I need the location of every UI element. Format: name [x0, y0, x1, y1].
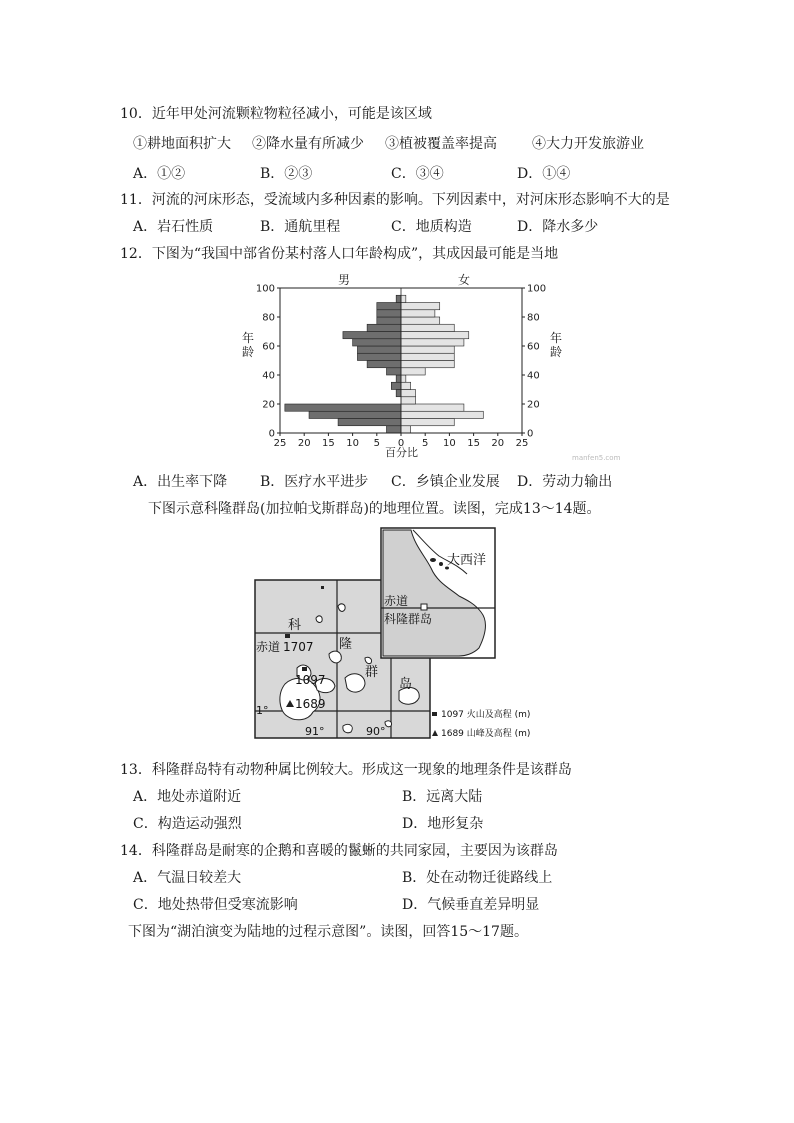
- caribbean-island-1: [430, 558, 436, 562]
- small-island-4: [343, 724, 352, 732]
- q13-option-a[interactable]: A．地处赤道附近: [133, 789, 242, 805]
- x-tick-label-left: 10: [346, 438, 359, 449]
- y-tick-label-right: 60: [527, 341, 540, 353]
- q14-option-d[interactable]: D．气候垂直差异明显: [402, 897, 540, 913]
- female-bar: [401, 295, 406, 302]
- map-char-long: 隆: [339, 637, 353, 652]
- y-tick-label-left: 0: [268, 428, 275, 440]
- female-bar: [401, 339, 464, 346]
- q14-stem: 14．科隆群岛是耐寒的企鹅和喜暖的鬣蜥的共同家园，主要因为该群岛: [120, 843, 558, 859]
- x-tick-label-left: 15: [322, 438, 335, 449]
- female-label: 女: [458, 273, 471, 287]
- q13-stem: 13．科隆群岛特有动物种属比例较大。形成这一现象的地理条件是该群岛: [120, 762, 572, 778]
- q12-option-d[interactable]: D．劳动力输出: [517, 474, 613, 490]
- male-bar: [353, 339, 401, 346]
- male-bar: [386, 368, 401, 375]
- x-tick-label-right: 15: [467, 438, 480, 449]
- male-bar: [367, 361, 401, 368]
- male-bar: [377, 317, 401, 324]
- y-tick-label-left: 80: [262, 312, 275, 324]
- elevation-1707: 1707: [283, 640, 314, 654]
- x-tick-label-zero: 0: [397, 438, 405, 449]
- q11-option-a[interactable]: A．岩石性质: [133, 219, 214, 235]
- islet-marker: [321, 586, 324, 589]
- inset-islands-box[interactable]: [421, 604, 427, 610]
- islands-label-inset: 科隆群岛: [384, 612, 433, 626]
- small-island-1: [338, 604, 345, 612]
- female-bar: [401, 397, 416, 404]
- map-char-ke: 科: [288, 618, 302, 633]
- santa-cruz-island: [345, 674, 365, 692]
- volcano-1707-marker: [285, 634, 290, 638]
- small-island-5: [385, 721, 392, 727]
- age-axis-label-left: 年龄: [241, 331, 255, 359]
- legend-volcano: 1097 火山及高程 (m): [441, 710, 531, 720]
- y-tick-label-right: 80: [527, 312, 540, 324]
- female-bar: [401, 332, 469, 339]
- y-tick-label-right: 0: [527, 428, 534, 440]
- y-tick-label-left: 40: [262, 370, 275, 382]
- longitude-91-label: 91°: [305, 725, 325, 738]
- female-bar: [401, 303, 440, 310]
- female-bar: [401, 382, 411, 389]
- small-island-2: [316, 616, 322, 623]
- q10-option-c[interactable]: C．③④: [391, 166, 444, 182]
- q10-item-3: ③植被覆盖率提高: [385, 136, 497, 152]
- male-bar: [367, 324, 401, 331]
- female-bar: [401, 411, 483, 418]
- x-tick-label-left: 5: [373, 438, 380, 449]
- q12-stem: 12．下图为“我国中部省份某村落人口年龄构成”，其成因最可能是当地: [120, 246, 559, 262]
- female-bar: [401, 404, 464, 411]
- elevation-1097: 1097: [295, 673, 326, 687]
- galapagos-map: [253, 526, 543, 740]
- q14-option-b[interactable]: B．处在动物迁徙路线上: [402, 870, 553, 886]
- female-bar: [401, 368, 425, 375]
- q12-option-c[interactable]: C．乡镇企业发展: [391, 474, 500, 490]
- y-tick-label-left: 20: [262, 399, 275, 411]
- atlantic-ocean-label: 大西洋: [447, 553, 487, 568]
- male-label: 男: [338, 273, 351, 287]
- male-bar: [396, 375, 401, 382]
- x-tick-label-right: 5: [422, 438, 429, 449]
- q11-option-b[interactable]: B．通航里程: [260, 219, 341, 235]
- female-bar: [401, 375, 406, 382]
- female-bar: [401, 324, 454, 331]
- female-bar: [401, 310, 435, 317]
- x-tick-label-right: 25: [515, 438, 529, 449]
- y-tick-label-right: 100: [527, 283, 547, 295]
- male-bar: [377, 303, 401, 310]
- x-tick-label-right: 20: [491, 438, 505, 449]
- q10-item-2: ②降水量有所减少: [252, 136, 364, 152]
- female-bar: [401, 390, 416, 397]
- q11-option-c[interactable]: C．地质构造: [391, 219, 472, 235]
- male-bar: [396, 295, 401, 302]
- map-char-dao: 岛: [399, 677, 413, 692]
- legend-peak-symbol: [432, 730, 438, 736]
- legend-volcano-symbol: [432, 712, 437, 716]
- elevation-1689: 1689: [295, 697, 326, 711]
- male-bar: [396, 390, 401, 397]
- q12-option-b[interactable]: B．医疗水平进步: [260, 474, 369, 490]
- y-tick-label-left: 100: [255, 283, 275, 295]
- female-bar: [401, 361, 454, 368]
- latitude-1-label: 1°: [256, 704, 269, 717]
- x-tick-label-right: 10: [443, 438, 456, 449]
- male-bar: [338, 419, 401, 426]
- q11-stem: 11．河流的河床形态，受流域内多种因素的影响。下列因素中，对河床形态影响不大的是: [120, 192, 670, 208]
- q13-option-b[interactable]: B．远离大陆: [402, 789, 483, 805]
- lake-intro: 下图为“湖泊演变为陆地的过程示意图”。读图，回答15～17题。: [128, 924, 528, 940]
- female-bar: [401, 353, 454, 360]
- q12-option-a[interactable]: A．出生率下降: [133, 474, 228, 490]
- q10-option-d[interactable]: D．①④: [517, 166, 571, 182]
- female-bar: [401, 317, 440, 324]
- volcano-1097-marker: [302, 667, 307, 671]
- q10-option-a[interactable]: A．①②: [133, 166, 186, 182]
- equator-label-main: 赤道: [256, 640, 281, 654]
- watermark-text: manfen5.com: [572, 454, 621, 462]
- equator-label-inset: 赤道: [384, 594, 409, 608]
- legend-peak: 1689 山峰及高程 (m): [441, 729, 531, 739]
- female-bar: [401, 419, 454, 426]
- female-bar: [401, 346, 454, 353]
- q14-option-a[interactable]: A．气温日较差大: [133, 870, 242, 886]
- male-bar: [391, 382, 401, 389]
- male-bar: [386, 426, 401, 433]
- population-pyramid-chart: [230, 272, 563, 449]
- male-bar: [285, 404, 401, 411]
- male-bar: [377, 310, 401, 317]
- male-bar: [357, 346, 401, 353]
- x-tick-label-left: 25: [273, 438, 287, 449]
- q10-stem: 10．近年甲处河流颗粒物粒径减小，可能是该区域: [120, 106, 432, 122]
- male-bar: [357, 353, 401, 360]
- male-bar: [343, 332, 401, 339]
- q10-item-4: ④大力开发旅游业: [532, 136, 644, 152]
- map-char-qun: 群: [365, 665, 379, 680]
- q14-option-c[interactable]: C．地处热带但受寒流影响: [133, 897, 298, 913]
- x-tick-label-left: 20: [297, 438, 311, 449]
- female-bar: [401, 426, 411, 433]
- y-tick-label-right: 20: [527, 399, 540, 411]
- map-intro: 下图示意科隆群岛(加拉帕戈斯群岛)的地理位置。读图，完成13～14题。: [148, 501, 601, 517]
- male-bar: [309, 411, 401, 418]
- caribbean-island-2: [439, 562, 443, 566]
- x-axis-label: 百分比: [385, 446, 418, 459]
- q10-option-b[interactable]: B．②③: [260, 166, 313, 182]
- longitude-90-label: 90°: [366, 725, 386, 738]
- q13-option-c[interactable]: C．构造运动强烈: [133, 816, 242, 832]
- y-tick-label-right: 40: [527, 370, 540, 382]
- q11-option-d[interactable]: D．降水多少: [517, 219, 599, 235]
- y-tick-label-left: 60: [262, 341, 275, 353]
- q10-item-1: ①耕地面积扩大: [133, 136, 231, 152]
- q13-option-d[interactable]: D．地形复杂: [402, 816, 484, 832]
- age-axis-label-right: 年龄: [549, 331, 563, 359]
